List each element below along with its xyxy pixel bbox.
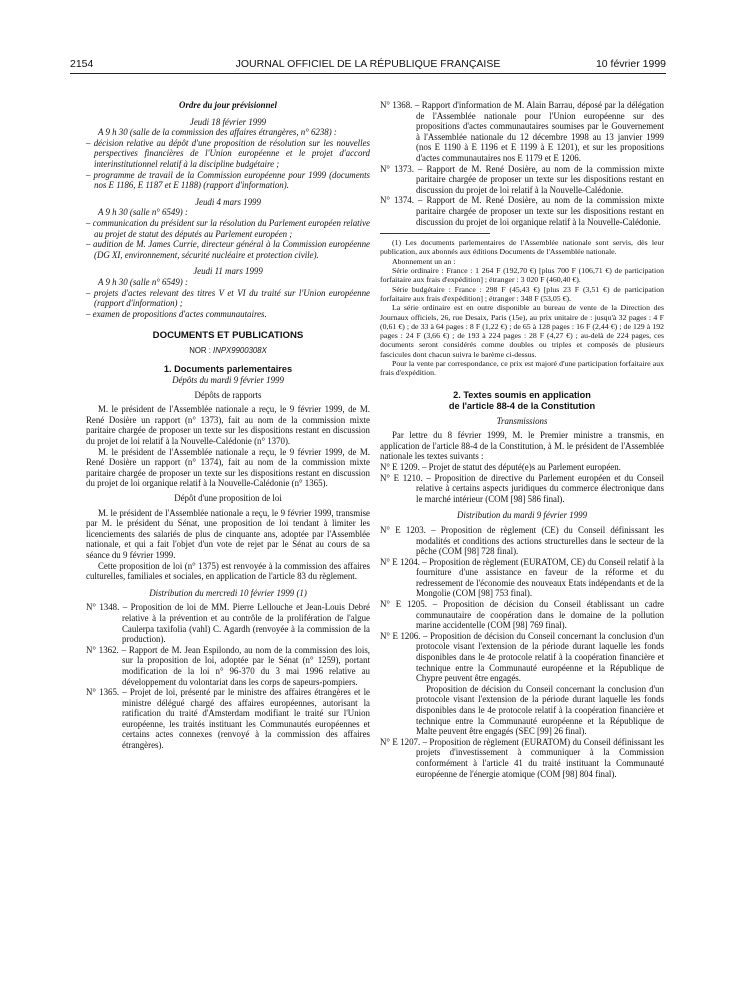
session-time: A 9 h 30 (salle n° 6549) : [98, 207, 188, 218]
paragraph: M. le président de l'Assemblée nationale a reçu, le 9 février 1999, de M. René Dosière un rapport (n° 1373), fait au nom de la commission mixte paritaire chargée de proposer un texte sur les dispositions restant en discussion du projet de loi relatif à la Nouvelle-Calédonie (n° 1370). [86, 404, 370, 447]
footnote [380, 238, 664, 377]
agenda-item: – examen de propositions d'actes communautaires. [86, 308, 267, 319]
entry-text: – Rapport d'information de M. Alain Barrau, déposé par la délégation de l'Assemblée nationale pour l'Union européenne sur des propositions d'actes communautaires soumises par le Gouvernement à l'Assemblée nationale du 12 décembre 1998 au 13 janvier 1999 (nos E 1190 à E 1196 et E 1199 à E 1201), et sur les propositions d'actes communautaires nos E 1179 et E 1206. [414, 100, 664, 163]
depots-date: Dépôts du mardi 9 février 1999 [172, 375, 284, 386]
subheading-proposition: Dépôt d'une proposition de loi [174, 493, 282, 503]
agenda-item: – audition de M. James Currie, directeur général à la Commission européenne (DG XI, environnement, sécurité nucléaire et protection civile). [86, 239, 370, 260]
session-time: A 9 h 30 (salle n° 6549) : [98, 276, 188, 287]
footnote-text: Pour la vente par correspondance, ce prix est majoré d'une participation forfaitaire aux frais d'expédition. [380, 358, 664, 378]
document-entry [86, 687, 370, 751]
section-2-title-line2: de l'article 88-4 de la Constitution [448, 400, 596, 411]
document-entry [380, 557, 664, 599]
document-entry [86, 645, 370, 687]
day-heading: Jeudi 11 mars 1999 [193, 266, 263, 277]
agenda-item: – programme de travail de la Commission européenne pour 1999 (documents nos E 1186, E 1187 et E 1188) (rapport d'information). [86, 169, 370, 191]
entry-number: N° E 1210. [380, 472, 423, 483]
entry-number: N° E 1209. [380, 461, 420, 472]
page-number: 2154 [70, 58, 94, 70]
agenda-item: – projets d'actes relevant des titres V et VI du traité sur l'Union européenne (rapport d'information) ; [86, 287, 370, 309]
paragraph: Par lettre du 8 février 1999, M. le Premier ministre a transmis, en application de l'article 88-4 de la Constitution, à M. le président de l'Assemblée nationale les textes suivants : [380, 430, 664, 462]
entry-continuation: Proposition de décision du Conseil concernant la conclusion d'un protocole visant l'extension de la période durant laquelle les fonds disponibles dans le 4e protocole relatif à la coopération financière et technique entre la Communauté européenne et la République de Malte peuvent être engagés (SEC [99] 26 final). [416, 683, 664, 737]
entry-text: – Proposition de règlement (CE) du Conseil définissant les modalités et conditions des actions structurelles dans le secteur de la pêche (COM [98] 728 final). [416, 524, 664, 557]
footnote-text: La série ordinaire est en outre disponible au bureau de vente de la Direction des Journaux officiels, 26, rue Desaix, Paris (15e), au prix unitaire de : jusqu'à 32 pages : 4 F (0,61 €) ; de 33 à 64 pages : 8 F (1,22 €) ; de 65 à 128 pages : 16 F (2,44 €) ; de 129 à 192 pages : 24 F (3,66 €) ; de 193 à 224 pages : 28 F (4,27 €) ; au-delà de 224 pages, ces documents seront considérés comme doubles ou triples et composés de plusieurs fascicules dont chacun suivra le barème ci-dessus. [380, 303, 664, 359]
entry-number: N° 1373. [380, 163, 414, 174]
entry-text: – Rapport de M. René Dosière, au nom de la commission mixte paritaire chargée de proposer un texte sur les dispositions restant en discussion du projet de loi organique relatif à la Nouvelle-Calédonie. [416, 195, 665, 227]
document-entry [380, 525, 664, 557]
paragraph: Cette proposition de loi (n° 1375) est renvoyée à la commission des affaires culturelles, familiales et sociales, en application de l'article 83 du règlement. [86, 560, 370, 582]
entry-number: N° E 1204. [380, 556, 420, 567]
paragraph: M. le président de l'Assemblée nationale a reçu, le 9 février 1999, transmise par M. le président du Sénat, une proposition de loi tendant à limiter les licenciements des salariés de plus de cinquante ans, adoptée par l'Assemblée nationale, et qui a fait l'objet d'un vote de rejet par le Sénat au cours de sa séance du 9 février 1999. [86, 507, 370, 560]
page-header [70, 58, 666, 72]
right-column [380, 100, 664, 779]
agenda-item: – décision relative au dépôt d'une proposition de résolution sur les nouvelles perspectives financières de l'Union européenne et le projet d'accord interinstitutionnel relatif à la discipline budgétaire ; [86, 137, 370, 169]
entry-number: N° E 1206. [380, 630, 421, 641]
document-entry [380, 737, 664, 779]
document-entry [380, 195, 664, 227]
entry-text: – Projet de statut des député(e)s au Parlement européen. [422, 461, 621, 472]
footnote-text: Abonnement un an : [392, 256, 456, 266]
section-2-title-line1: 2. Textes soumis en application [453, 389, 591, 400]
agenda-item: – communication du président sur la résolution du Parlement européen relative au projet de statut des députés au Parlement européen ; [86, 217, 370, 239]
left-column [86, 100, 370, 751]
header-rule [70, 73, 666, 74]
nor-value: INPX9900308X [213, 345, 267, 355]
entry-text: – Projet de loi, présenté par le ministre des affaires étrangères et le ministre délégué chargé des affaires européennes, autorisant la ratification du traité d'Amsterdam modifiant le traité sur l'Union européenne, les traités instituant les Communautés européennes et certains actes connexes (renvoyé à la commission des affaires étrangères). [122, 687, 370, 751]
distribution-date: Distribution du mardi 9 février 1999 [456, 510, 588, 521]
ordre-title: Ordre du jour prévisionnel [179, 100, 277, 110]
day-heading: Jeudi 18 février 1999 [189, 116, 267, 127]
entry-number: N° 1374. [380, 195, 414, 206]
transmissions-heading: Transmissions [496, 415, 548, 426]
entry-number: N° E 1205. [380, 599, 427, 610]
journal-title: JOURNAL OFFICIEL DE LA RÉPUBLIQUE FRANÇAISE [235, 58, 501, 70]
entry-text: – Proposition de règlement (EURATOM, CE) du Conseil relatif à la fourniture d'une assistance en faveur de la réforme et du redressement de l'économie des nouveaux Etats indépendants et de la Mongolie (COM [98] 753 final). [416, 556, 664, 599]
document-entry [380, 462, 664, 473]
document-entry [380, 631, 664, 684]
entry-number: N° E 1207. [380, 736, 421, 747]
entry-number: N° 1368. [380, 100, 413, 110]
paragraph: M. le président de l'Assemblée nationale a reçu, le 9 février 1999, de M. René Dosière un rapport (n° 1374), fait au nom de la commission mixte paritaire chargée de proposer un texte sur les dispositions restant en discussion du projet de loi organique relatif à la Nouvelle-Calédonie (n° 1365). [86, 446, 370, 489]
entry-number: N° 1362. [86, 644, 119, 655]
document-entry [380, 599, 664, 631]
entry-number: N° 1348. [86, 602, 120, 613]
document-entry [380, 473, 664, 505]
nor-line [86, 346, 370, 357]
entry-number: N° E 1203. [380, 524, 426, 535]
distribution-date: Distribution du mercredi 10 février 1999 (1) [149, 587, 307, 598]
entry-text: – Proposition de décision du Conseil concernant la conclusion d'un protocole visant l'extension de la période durant laquelle les fonds disponibles dans le 4e protocole relatif à la coopération financière et technique entre la Communauté européenne et la République de Chypre peuvent être engagés. [416, 630, 664, 684]
entry-text: – Proposition de décision du Conseil établissant un cadre communautaire de coopération dans le domaine de la pollution marine accidentelle (COM [98] 769 final). [416, 599, 664, 631]
section-1-title: 1. Documents parlementaires [163, 364, 293, 375]
entry-text: – Proposition de directive du Parlement européen et du Conseil relative à certains aspects juridiques du commerce électronique dans le marché intérieur (COM [98] 586 final). [416, 472, 664, 504]
footnote-text: Série budgétaire : France : 298 F (45,43 €) [plus 23 F (3,51 €) de participation forfaitaire aux frais d'expédition] ; étranger : 348 F (53,05 €). [380, 284, 664, 303]
entry-number: N° 1365. [86, 687, 120, 698]
document-entry [86, 602, 370, 644]
issue-date: 10 février 1999 [595, 58, 666, 70]
session-time: A 9 h 30 (salle de la commission des affaires étrangères, n° 6238) : [98, 127, 337, 138]
entry-text: – Rapport de M. René Dosière, au nom de la commission mixte paritaire chargée de proposer un texte sur les dispositions restant en discussion du projet de loi relatif à la Nouvelle-Calédonie. [416, 163, 665, 195]
footnote-text: Série ordinaire : France : 1 264 F (192,70 €) [plus 700 F (106,71 €) de participation forfaitaire aux frais d'expédition] ; étranger : 3 020 F (460,40 €). [380, 266, 664, 285]
entry-text: – Proposition de règlement (EURATOM) du Conseil définissant les projets d'investissement à communiquer à la Commission conformément à l'article 41 du traité instituant la Communauté européenne de l'énergie atomique (COM [98] 804 final). [416, 736, 664, 779]
day-heading: Jeudi 4 mars 1999 [195, 196, 261, 207]
nor-label: NOR : [189, 345, 214, 355]
footnote-text: (1) Les documents parlementaires de l'Assemblée nationale sont servis, dès leur publication, aux abonnés aux éditions Documents de l'Assemblée nationale. [380, 238, 664, 257]
document-entry [380, 100, 664, 164]
footnote-rule [380, 233, 490, 234]
subheading-rapports: Dépôts de rapports [194, 389, 262, 400]
entry-text: – Proposition de loi de MM. Pierre Lellouche et Jean-Louis Debré relative à la prévention et au contrôle de la prolifération de l'algue Caulerpa taxifolia (vahl) C. Agardh (renvoyée à la commission de la production). [122, 602, 370, 645]
docs-title: DOCUMENTS ET PUBLICATIONS [152, 330, 304, 342]
document-entry [380, 164, 664, 196]
entry-text: – Rapport de M. Jean Espilondo, au nom de la commission des lois, sur la proposition de loi, adoptée par le Sénat (n° 1259), portant modification de la loi n° 96-370 du 3 mai 1996 relative au développement du volontariat dans les corps de sapeurs-pompiers. [121, 644, 370, 687]
